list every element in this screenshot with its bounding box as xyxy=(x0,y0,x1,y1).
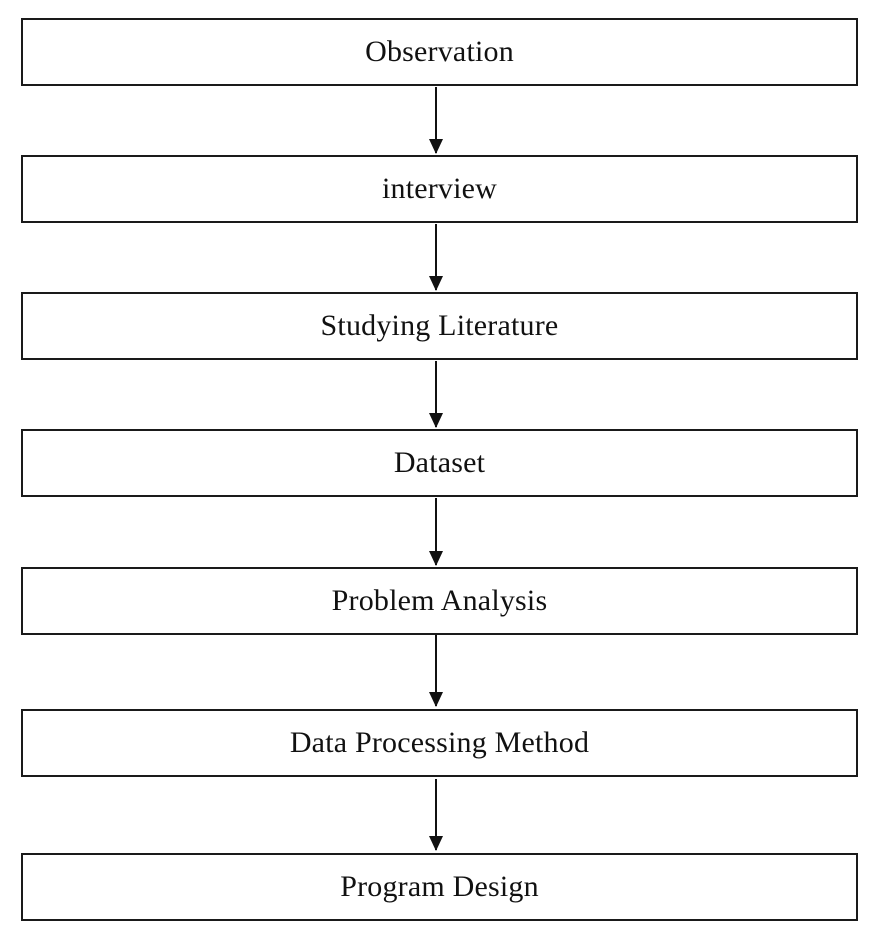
arrowhead-6 xyxy=(429,836,443,851)
step-label: Program Design xyxy=(340,870,539,903)
step-label: Studying Literature xyxy=(320,309,559,342)
arrowhead-5 xyxy=(429,692,443,707)
step-dataset xyxy=(21,429,858,497)
step-label: Data Processing Method xyxy=(289,726,590,759)
step-problem-analysis xyxy=(21,567,858,635)
step-label: interview xyxy=(381,172,498,205)
step-program-design xyxy=(21,853,858,921)
step-studying-literature xyxy=(21,292,858,360)
step-data-processing-method xyxy=(21,709,858,777)
step-label: Problem Analysis xyxy=(331,584,548,617)
step-observation xyxy=(21,18,858,86)
arrowhead-3 xyxy=(429,413,443,428)
arrowhead-2 xyxy=(429,276,443,291)
arrowhead-1 xyxy=(429,139,443,154)
arrowhead-4 xyxy=(429,551,443,566)
step-label: Observation xyxy=(365,35,514,68)
step-interview xyxy=(21,155,858,223)
step-label: Dataset xyxy=(393,446,486,479)
